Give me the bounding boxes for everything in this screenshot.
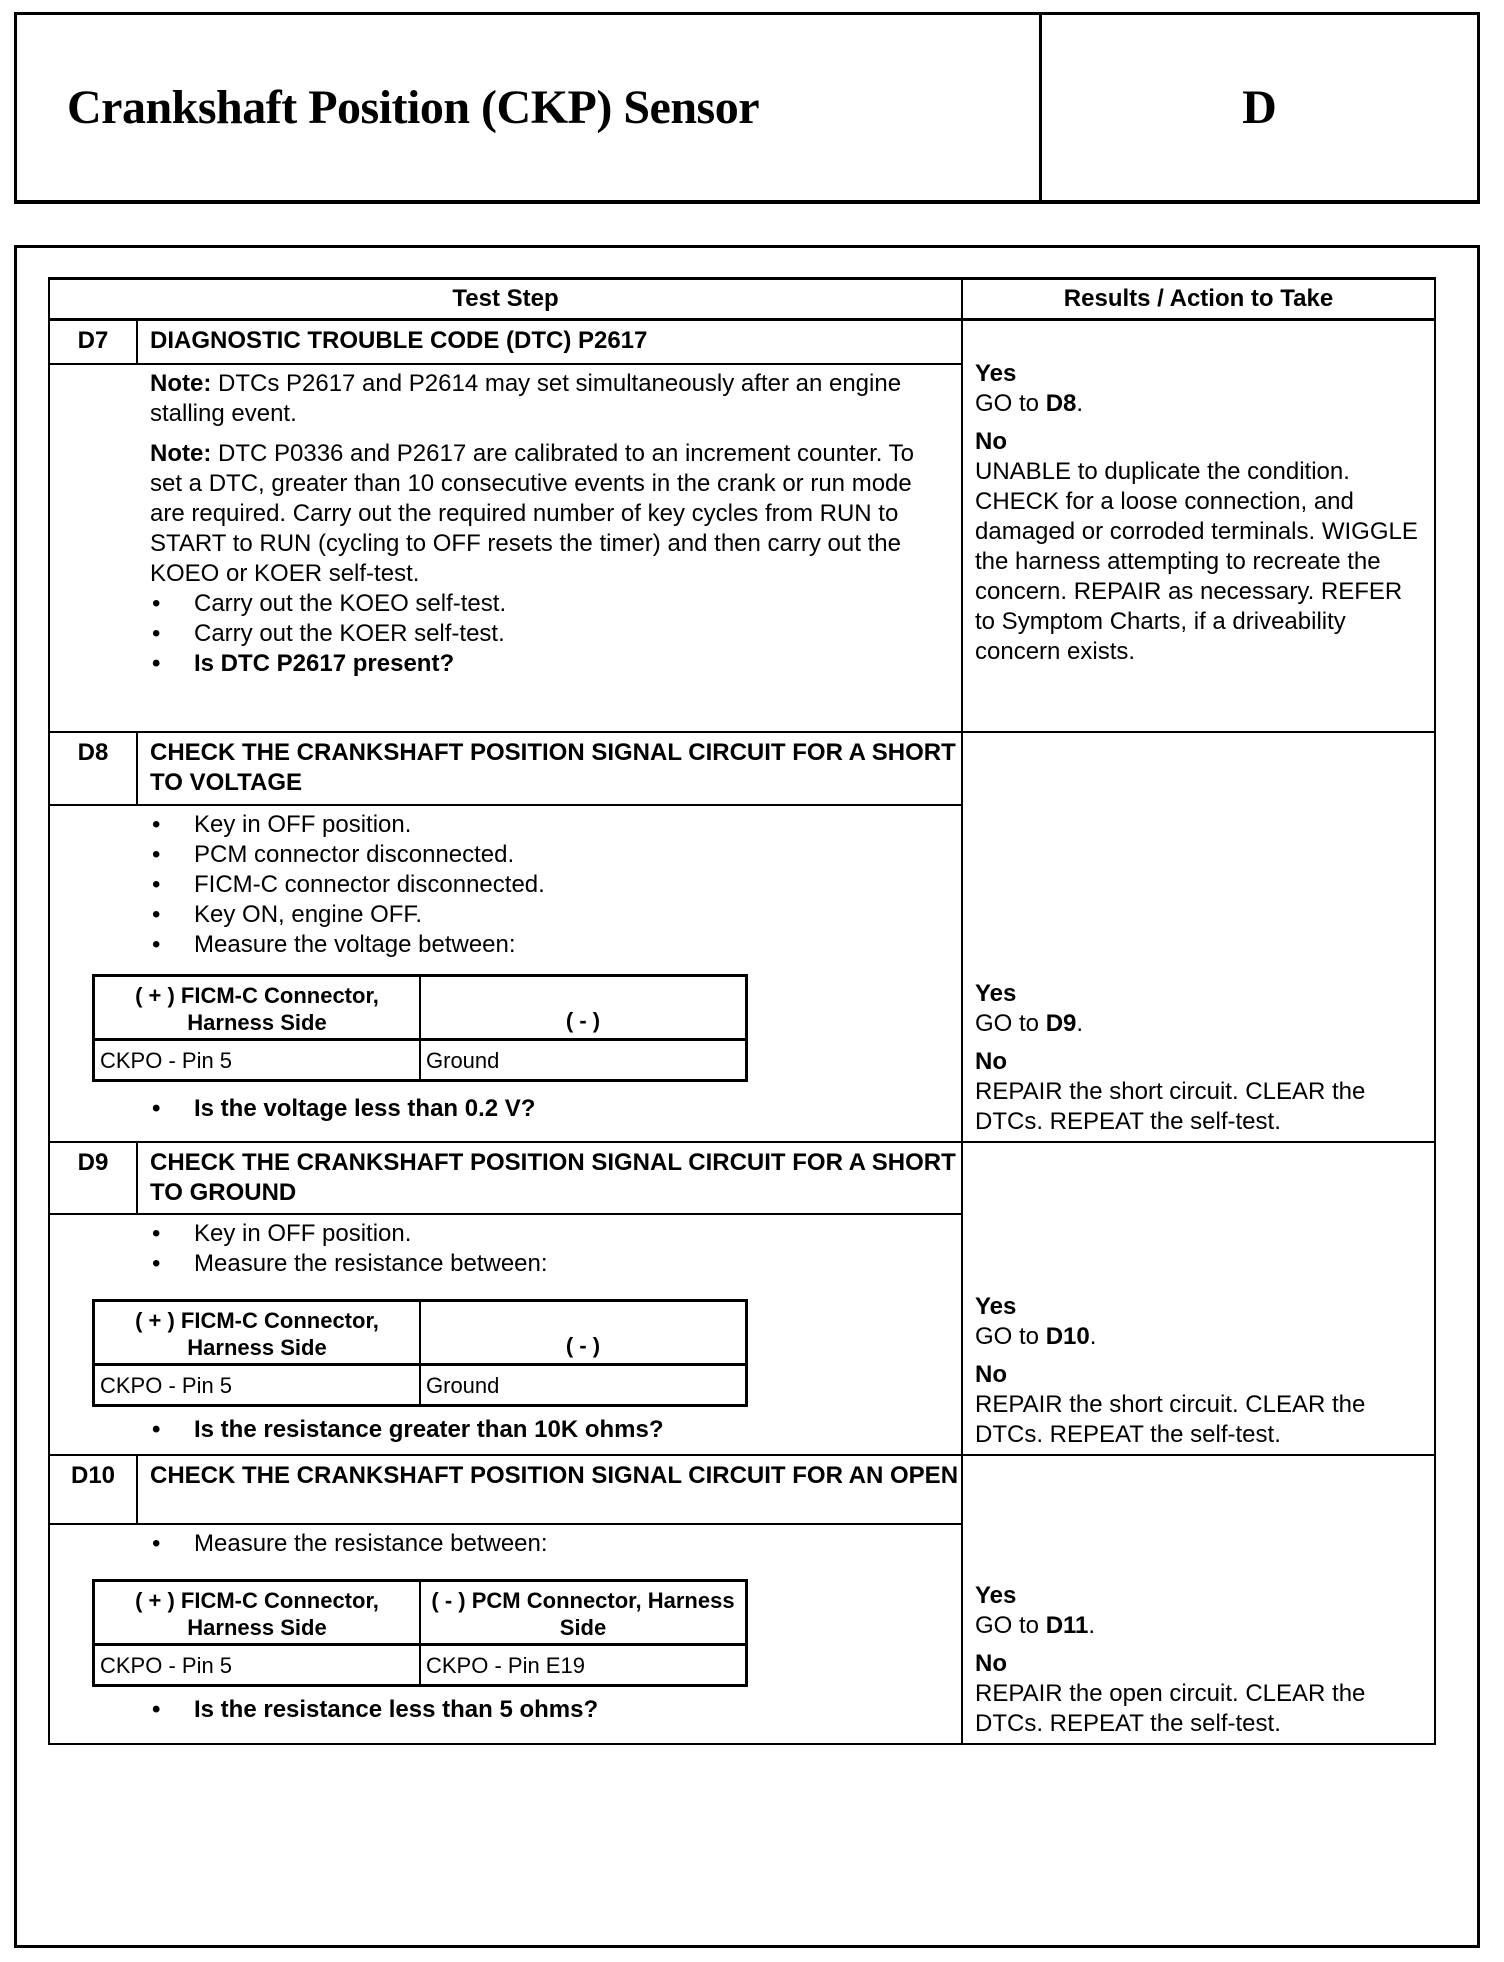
step-d10 [50,1456,1434,1743]
list-item: • FICM-C connector disconnected. [150,870,951,900]
yes-text: GO to [975,1323,1046,1350]
section-letter: D [1242,81,1277,134]
meas-value-positive: CKPO - Pin 5 [95,1366,421,1404]
no-label: No [975,1048,1007,1075]
meas-value-negative: Ground [426,1048,500,1073]
meas-value-positive: CKPO - Pin 5 [95,1041,421,1079]
goto-link[interactable]: D9 [1045,1010,1077,1037]
page-title: Crankshaft Position (CKP) Sensor [17,15,1042,200]
list-item: • Measure the resistance between: [150,1249,951,1279]
page-header [14,12,1480,204]
step-number: D7 [50,321,138,363]
step-title: CHECK THE CRANKSHAFT POSITION SIGNAL CIRCUIT FOR A SHORT TO VOLTAGE [150,739,956,796]
meas-header-positive: ( + ) FICM-C Connector, Harness Side [95,1302,421,1363]
list-item: • Measure the resistance between: [150,1529,951,1559]
step-d8 [50,733,1434,1143]
column-header-results: Results / Action to Take [1063,285,1334,312]
goto-link[interactable]: D8 [1045,390,1077,417]
list-item: • Measure the voltage between: [150,930,951,960]
step-number: D9 [50,1143,138,1213]
yes-label: Yes [975,980,1017,1007]
measurement-table [92,1299,748,1407]
table-header [50,280,1434,321]
meas-value-negative: CKPO - Pin E19 [426,1653,585,1678]
yes-label: Yes [975,1293,1017,1320]
goto-link[interactable]: D10 [1045,1323,1090,1350]
yes-text: GO to [975,390,1046,417]
step-number: D10 [50,1456,138,1523]
list-item: • Key ON, engine OFF. [150,900,951,930]
meas-header-positive: ( + ) FICM-C Connector, Harness Side [95,977,421,1038]
meas-value-negative: Ground [426,1373,500,1398]
results-cell [963,321,1434,731]
list-item: • Carry out the KOEO self-test. [150,589,951,619]
results-cell [963,1143,1434,1454]
question: • Is the resistance less than 5 ohms? [150,1695,951,1725]
question: • Is the resistance greater than 10K ohms? [150,1415,951,1445]
yes-label: Yes [975,360,1017,387]
yes-text: GO to [975,1010,1046,1037]
no-label: No [975,428,1007,455]
column-header-test-step: Test Step [50,280,963,318]
no-action: REPAIR the short circuit. CLEAR the DTCs. REPEAT the self-test. [975,1078,1366,1135]
step-title: DIAGNOSTIC TROUBLE CODE (DTC) P2617 [150,327,648,354]
step-body [50,1525,961,1743]
note-label: Note: [150,370,212,397]
test-step-table [48,277,1436,1745]
step-title: CHECK THE CRANKSHAFT POSITION SIGNAL CIRCUIT FOR A SHORT TO GROUND [150,1149,956,1206]
meas-header-positive: ( + ) FICM-C Connector, Harness Side [95,1582,421,1643]
no-label: No [975,1361,1007,1388]
list-item: • Key in OFF position. [150,1219,951,1249]
goto-link[interactable]: D11 [1045,1612,1089,1639]
yes-action: GO to D9. [975,1010,1084,1037]
yes-action: GO to D11. [975,1612,1096,1639]
question: • Is the voltage less than 0.2 V? [150,1094,951,1124]
yes-action: GO to D10. [975,1323,1097,1350]
step-body [50,1215,961,1454]
no-action: UNABLE to duplicate the condition. CHECK for a loose connection, and damaged or corroded terminals. WIGGLE the harness attempting to recreate the concern. REPAIR as necessary. REFER to Symptom Charts, if a driveability concern exists. [975,458,1418,665]
step-d9 [50,1143,1434,1456]
note-label: Note: [150,440,212,467]
meas-header-negative: ( - ) [565,1333,601,1358]
step-body [50,806,961,1141]
note-text: DTCs P2617 and P2614 may set simultaneously after an engine stalling event. [150,370,902,427]
step-title: CHECK THE CRANKSHAFT POSITION SIGNAL CIRCUIT FOR AN OPEN [150,1462,959,1489]
yes-text: GO to [975,1612,1046,1639]
list-item: • Carry out the KOER self-test. [150,619,951,649]
list-item: • PCM connector disconnected. [150,840,951,870]
question: • Is DTC P2617 present? [150,649,951,679]
measurement-table [92,974,748,1082]
meas-value-positive: CKPO - Pin 5 [95,1646,421,1684]
step-body [50,365,961,731]
no-action: REPAIR the short circuit. CLEAR the DTCs. REPEAT the self-test. [975,1391,1366,1448]
yes-action: GO to D8. [975,390,1084,417]
results-cell [963,1456,1434,1743]
list-item: • Key in OFF position. [150,810,951,840]
no-action: REPAIR the open circuit. CLEAR the DTCs. REPEAT the self-test. [975,1680,1366,1737]
results-cell [963,733,1434,1141]
note [150,439,951,589]
no-label: No [975,1650,1007,1677]
step-d7 [50,321,1434,733]
note-text: DTC P0336 and P2617 are calibrated to an increment counter. To set a DTC, greater than 10 consecutive events in the crank or run mode are required. Carry out the required number of key cycles from RUN to START to RUN (cycling to OFF resets the timer) and then carry out the KOEO or KOER self-test. [150,440,914,587]
note [150,369,951,429]
meas-header-negative: ( - ) [565,1008,601,1033]
yes-label: Yes [975,1582,1017,1609]
meas-header-negative: ( - ) PCM Connector, Harness Side [431,1588,735,1640]
step-number: D8 [50,733,138,804]
measurement-table [92,1579,748,1687]
